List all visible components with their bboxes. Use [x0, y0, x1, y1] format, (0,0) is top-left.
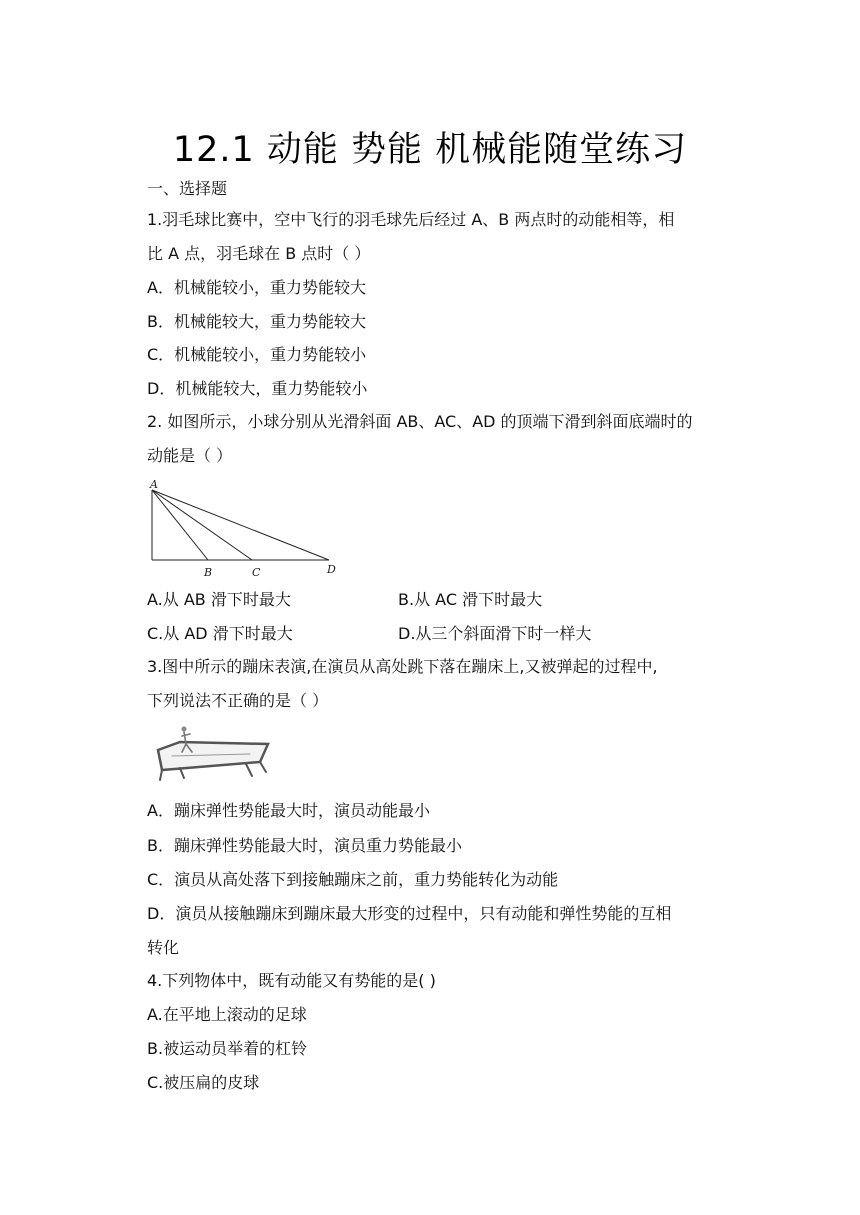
- q3-option-a: A．蹦床弹性势能最大时，演员动能最小: [147, 801, 430, 820]
- section-heading: 一、选择题: [147, 179, 228, 198]
- q1-option-d: D．机械能较大，重力势能较小: [147, 379, 368, 398]
- q3-option-c: C．演员从高处落下到接触蹦床之前，重力势能转化为动能: [147, 870, 559, 889]
- q4-option-b: B.被运动员举着的杠铃: [147, 1039, 308, 1058]
- q1-stem-line2: 比 A 点，羽毛球在 B 点时（ ）: [147, 244, 371, 263]
- figure-incline-ad: [152, 490, 329, 560]
- q4-stem: 4.下列物体中，既有动能又有势能的是( ): [147, 971, 436, 990]
- figure-incline-ac: [152, 490, 252, 560]
- q3-option-d: D．演员从接触蹦床到蹦床最大形变的过程中，只有动能和弹性势能的互相: [147, 904, 672, 923]
- q2-option-b: B.从 AC 滑下时最大: [398, 590, 543, 609]
- figure-label-b: B: [204, 566, 213, 579]
- q4-option-a: A.在平地上滚动的足球: [147, 1005, 307, 1024]
- q3-stem-line1: 3.图中所示的蹦床表演,在演员从高处跳下落在蹦床上,又被弹起的过程中,: [147, 657, 658, 676]
- q2-option-d: D.从三个斜面滑下时一样大: [398, 624, 592, 643]
- q1-option-b: B．机械能较大，重力势能较大: [147, 312, 366, 331]
- q1-option-a: A．机械能较小，重力势能较大: [147, 278, 366, 297]
- figure-incline-ab: [152, 490, 208, 560]
- q2-option-a: A.从 AB 滑下时最大: [147, 590, 291, 609]
- q3-option-b: B．蹦床弹性势能最大时，演员重力势能最小: [147, 836, 462, 855]
- trampoline-figure: [150, 722, 274, 788]
- figure-label-c: C: [252, 566, 261, 579]
- q2-stem-line1: 2. 如图所示，小球分别从光滑斜面 AB、AC、AD 的顶端下滑到斜面底端时的: [147, 412, 693, 431]
- figure-label-a: A: [150, 478, 158, 491]
- page-title: 12.1 动能 势能 机械能随堂练习: [172, 130, 688, 170]
- incline-figure: [146, 478, 346, 580]
- q3-option-d-continued: 转化: [147, 938, 180, 957]
- figure-label-d: D: [327, 563, 336, 576]
- q1-stem-line1: 1.羽毛球比赛中，空中飞行的羽毛球先后经过 A、B 两点时的动能相等，相: [147, 210, 675, 229]
- q2-stem-line2: 动能是（ ）: [147, 446, 233, 465]
- q1-option-c: C．机械能较小，重力势能较小: [147, 345, 367, 364]
- q2-option-c: C.从 AD 滑下时最大: [147, 624, 293, 643]
- q3-stem-line2: 下列说法不正确的是（ ）: [147, 691, 329, 710]
- q4-option-c: C.被压扁的皮球: [147, 1073, 260, 1092]
